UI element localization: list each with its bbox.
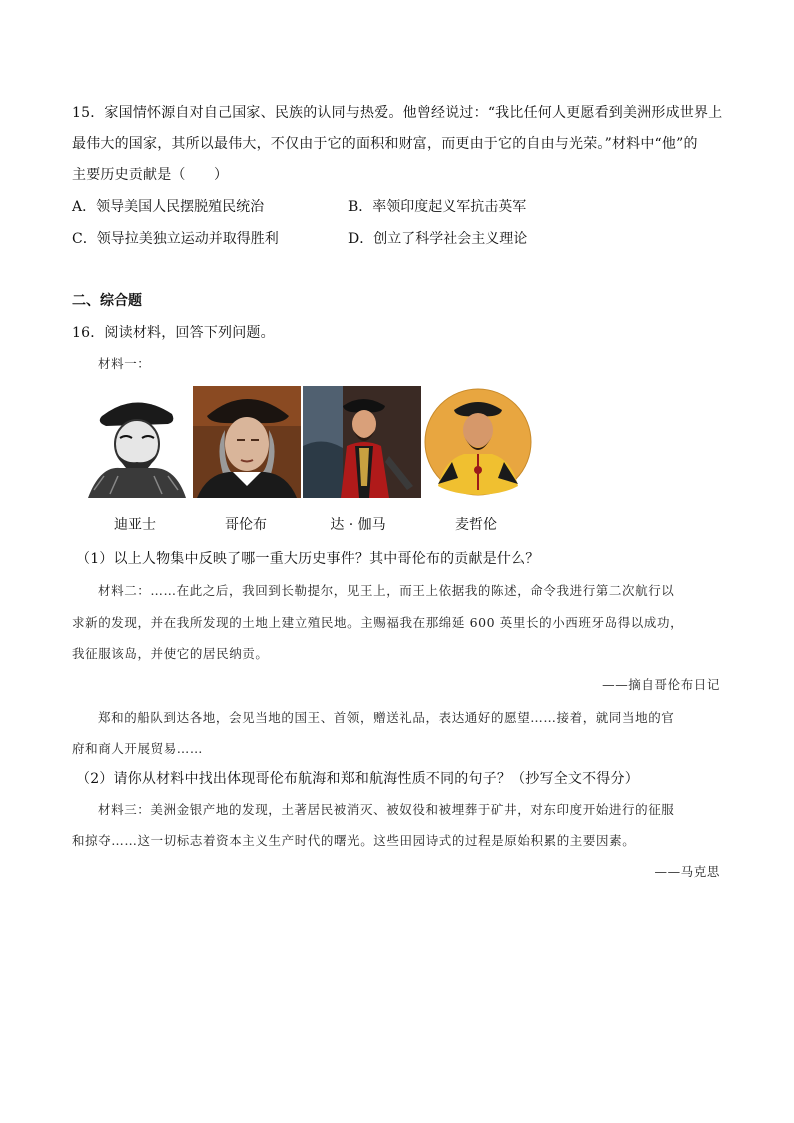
q15-option-c[interactable]: C．领导拉美独立运动并取得胜利 xyxy=(72,231,279,247)
portrait-sketch-icon xyxy=(80,386,192,498)
material2-line-1: 材料二：……在此之后，我回到长勒提尔，见王上，而王上依据我的陈述，命令我进行第二次航行以 xyxy=(98,583,675,598)
portrait-painting-icon xyxy=(193,386,301,498)
q15-line-2: 最伟大的国家，其所以最伟大，不仅由于它的面积和财富，而更由于它的自由与光荣。”材料中“他”的 xyxy=(72,136,698,152)
material3-line-2: 和掠夺……这一切标志着资本主义生产时代的曙光。这些田园诗式的过程是原始积累的主要因素。 xyxy=(72,833,636,848)
portrait-da-gama xyxy=(303,386,421,498)
material2-source: ——摘自哥伦布日记 xyxy=(602,677,720,692)
q15-option-a[interactable]: A．领导美国人民摆脱殖民统治 xyxy=(72,199,265,215)
portrait-dias xyxy=(80,386,192,498)
q15-option-d[interactable]: D．创立了科学社会主义理论 xyxy=(348,231,528,247)
caption-da-gama: 达 · 伽马 xyxy=(330,517,386,533)
portrait-columbus xyxy=(193,386,301,498)
q15-line-3: 主要历史贡献是（ ） xyxy=(72,167,229,183)
q15-option-b[interactable]: B．率领印度起义军抗击英军 xyxy=(348,199,527,215)
portrait-circle-icon xyxy=(424,386,534,498)
zhenghe-line-1: 郑和的船队到达各地，会见当地的国王、首领，赠送礼品，表达通好的愿望……接着，就同当地的官 xyxy=(98,710,675,725)
caption-dias: 迪亚士 xyxy=(114,517,156,533)
portrait-painting-icon xyxy=(303,386,421,498)
zhenghe-line-2: 府和商人开展贸易…… xyxy=(72,741,204,756)
material3-source: ——马克思 xyxy=(654,864,720,879)
material1-label: 材料一： xyxy=(98,356,151,371)
material3-line-1: 材料三：美洲金银产地的发现，土著居民被消灭、被奴役和被埋葬于矿井，对东印度开始进行的征服 xyxy=(98,802,675,817)
q16-stem: 16．阅读材料，回答下列问题。 xyxy=(72,325,275,341)
q16-sub1: （1）以上人物集中反映了哪一重大历史事件？其中哥伦布的贡献是什么？ xyxy=(76,551,540,567)
q16-sub2: （2）请你从材料中找出体现哥伦布航海和郑和航海性质不同的句子？（抄写全文不得分） xyxy=(76,771,639,787)
portrait-magellan xyxy=(424,386,534,498)
q15-line-1: 15．家国情怀源自对自己国家、民族的认同与热爱。他曾经说过：“我比任何人更愿看到美洲形成世界上 xyxy=(72,105,723,121)
section-title: 二、综合题 xyxy=(72,293,142,309)
caption-magellan: 麦哲伦 xyxy=(455,517,497,533)
material2-line-2: 求新的发现，并在我所发现的土地上建立殖民地。主赐福我在那绵延 600 英里长的小西班牙岛得以成功， xyxy=(72,615,684,630)
caption-columbus: 哥伦布 xyxy=(225,517,267,533)
material2-line-3: 我征服该岛，并使它的居民纳贡。 xyxy=(72,646,269,661)
